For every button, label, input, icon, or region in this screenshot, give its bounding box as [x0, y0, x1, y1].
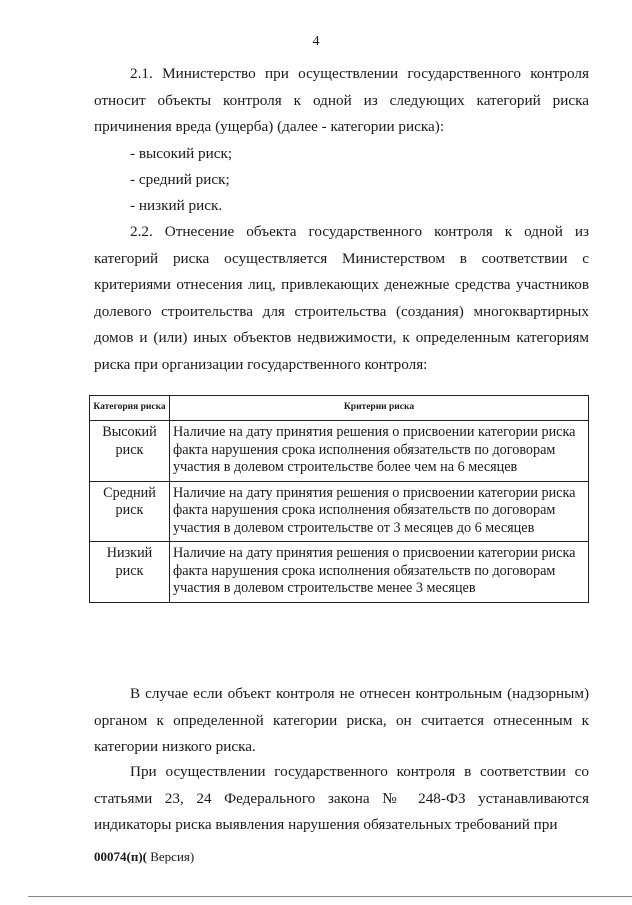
row-category: Низкий риск: [90, 542, 170, 603]
risk-criteria-table: [89, 395, 589, 603]
document-code: [94, 849, 194, 865]
document-code-number: 00074(п)(: [94, 849, 147, 864]
header-category: Категория риска: [90, 396, 170, 421]
header-criteria: Критерии риска: [170, 396, 589, 421]
row-category: Средний риск: [90, 481, 170, 542]
list-item-high: - высокий риск;: [130, 145, 233, 162]
row-category: Высокий риск: [90, 421, 170, 482]
paragraph-default-category: В случае если объект контроля не отнесен контрольным (надзорным) органом к определенной категории риска, он считается отнесенным к категории низкого риска.: [94, 685, 589, 756]
table-row: [90, 421, 589, 482]
paragraph-risk-indicators: При осуществлении государственного контроля в соответствии со статьями 23, 24 Федерального закона № 248-ФЗ устанавливаются индикаторы риска выявления нарушения обязательных требований при: [94, 763, 589, 834]
list-item-medium: - средний риск;: [130, 171, 230, 188]
paragraph-2-2: 2.2. Отнесение объекта государственного контроля к одной из категорий риска осуществляется Министерством в соответствии с критериями отнесения лиц, привлекающих денежные средства участников долевого строительства для строительства (создания) многоквартирных домов и (или) иных объектов недвижимости, к определенным категориям риска при организации государственного контроля:: [94, 223, 589, 373]
row-criteria: Наличие на дату принятия решения о присвоении категории риска факта нарушения срока исполнения обязательств по договорам участия в долевом строительстве менее 3 месяцев: [170, 542, 589, 603]
table-header-row: [90, 396, 589, 421]
list-item-low: - низкий риск.: [130, 197, 223, 214]
table-row: [90, 542, 589, 603]
page-number: 4: [312, 34, 320, 49]
row-criteria: Наличие на дату принятия решения о присвоении категории риска факта нарушения срока исполнения обязательств по договорам участия в долевом строительстве от 3 месяцев до 6 месяцев: [170, 481, 589, 542]
row-criteria: Наличие на дату принятия решения о присвоении категории риска факта нарушения срока исполнения обязательств по договорам участия в долевом строительстве более чем на 6 месяцев: [170, 421, 589, 482]
paragraph-2-1: 2.1. Министерство при осуществлении государственного контроля относит объекты контроля к одной из следующих категорий риска причинения вреда (ущерба) (далее - категории риска):: [94, 65, 589, 136]
table-row: [90, 481, 589, 542]
document-version: Версия): [146, 849, 195, 864]
bottom-divider: [28, 896, 632, 897]
